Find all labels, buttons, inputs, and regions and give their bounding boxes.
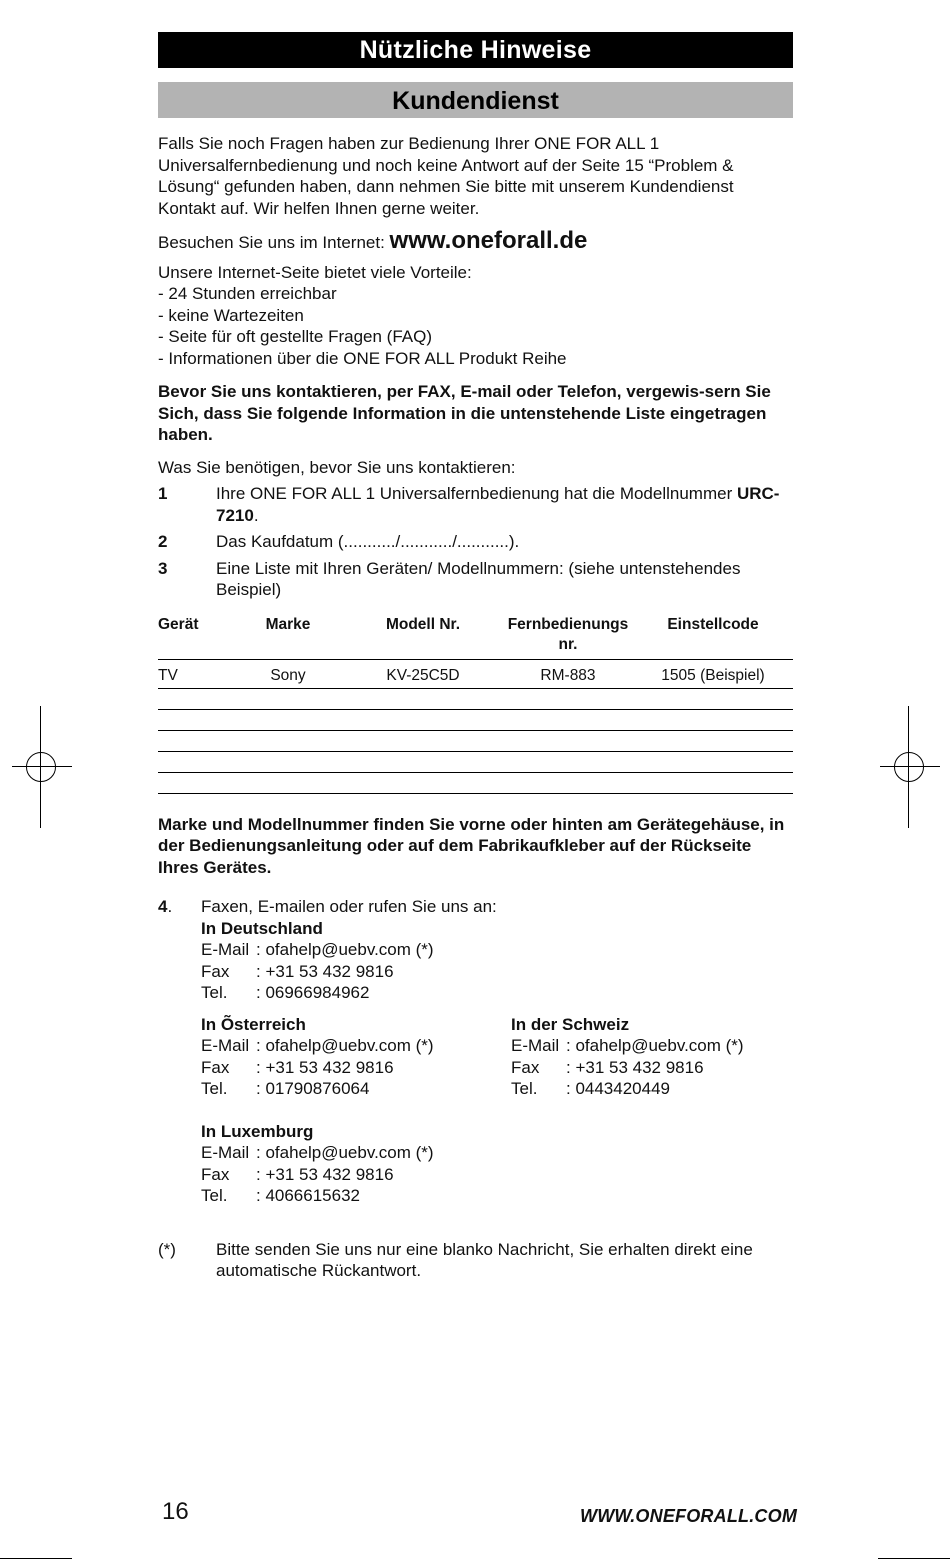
device-table (158, 615, 793, 689)
step-number: 2 (158, 532, 168, 551)
fax-number: : +31 53 432 9816 (566, 1057, 704, 1077)
list-item: - Seite für oft gestellte Fragen (FAQ) (158, 327, 433, 346)
column-header: Gerät (158, 615, 199, 633)
blank-entry-line (158, 752, 793, 773)
email-address[interactable]: : ofahelp@uebv.com (*) (256, 1143, 434, 1162)
email-address[interactable]: : ofahelp@uebv.com (*) (566, 1036, 744, 1055)
phone-number: : 06966984962 (256, 983, 370, 1002)
phone-number: : 01790876064 (256, 1079, 370, 1098)
footnote (158, 1239, 793, 1282)
list-item: - 24 Stunden erreichbar (158, 284, 337, 303)
country-name: In Deutschland (201, 918, 323, 938)
step-3 (158, 558, 793, 601)
page-number: 16 (162, 1498, 189, 1525)
step-text: Eine Liste mit Ihren Geräten/ Modellnummern: (siehe untenstehendes Beispiel) (216, 558, 741, 599)
contact-switzerland: In der Schweiz E-Mail : ofahelp@uebv.com (*) Fax : +31 53 432 9816 Tel. : 0443420449 (511, 1014, 791, 1100)
blank-entry-line (158, 689, 793, 710)
fax-number: : +31 53 432 9816 (256, 1057, 394, 1077)
table-cell: KV-25C5D (343, 659, 503, 688)
step-2 (158, 531, 793, 553)
contact-germany: In Deutschland E-Mail : ofahelp@uebv.com (*) Fax : +31 53 432 9816 Tel. : 06966984962 (201, 918, 793, 1004)
blank-entry-line (158, 710, 793, 731)
list-item: - keine Wartezeiten (158, 305, 304, 325)
table-cell: 1505 (Beispiel) (633, 659, 793, 688)
fax-number: : +31 53 432 9816 (256, 961, 394, 981)
table-cell: Sony (233, 659, 343, 688)
footer-url[interactable]: WWW.ONEFORALL.COM (580, 1506, 798, 1526)
warning-paragraph: Bevor Sie uns kontaktieren, per FAX, E-mail oder Telefon, vergewis-sern Sie Sich, dass Sie folgende Information in die untenstehende Liste eingetragen haben. (158, 382, 771, 444)
email-address[interactable]: : ofahelp@uebv.com (*) (256, 1036, 434, 1055)
table-header-row (158, 615, 793, 660)
step-text: Das Kaufdatum (.........../.........../...........). (216, 532, 520, 551)
model-number: URC-7210 (216, 484, 780, 525)
website-link[interactable]: www.oneforall.de (389, 227, 588, 254)
model-location-note: Marke und Modellnummer finden Sie vorne oder hinten am Gerätegehäuse, in der Bedienungsanleitung oder auf dem Fabrikaufkleber auf der Rückseite Ihres Gerätes. (158, 814, 785, 877)
email-address[interactable]: : ofahelp@uebv.com (*) (256, 940, 434, 959)
table-cell: RM-883 (503, 659, 633, 688)
intro-paragraph: Falls Sie noch Fragen haben zur Bedienung Ihrer ONE FOR ALL 1 Universalfernbedienung und noch keine Antwort auf der Seite 15 “Problem & Lösung“ gefunden haben, dann nehmen Sie bitte mit unserem Kundendienst Kontakt auf. Wir helfen Ihnen gerne weiter. (158, 134, 734, 218)
country-name: In der Schweiz (511, 1014, 630, 1034)
column-header: Modell Nr. (385, 615, 461, 633)
step-1: 1 Ihre ONE FOR ALL 1 Universalfernbedienung hat die Modellnummer URC-7210. (158, 484, 780, 525)
step-number: 1 (158, 484, 168, 503)
column-header: Marke (265, 615, 311, 633)
step-number: 4 (158, 897, 168, 916)
advantages-list (158, 262, 793, 370)
phone-number: : 4066615632 (256, 1186, 360, 1205)
section-header: Nützliche Hinweise (158, 32, 793, 68)
list-item: - Informationen über die ONE FOR ALL Produkt Reihe (158, 348, 567, 368)
country-name: In Luxemburg (201, 1121, 314, 1141)
footnote-mark: (*) (158, 1239, 176, 1259)
step-text: Ihre ONE FOR ALL 1 Universalfernbedienung hat die Modellnummer (216, 484, 737, 503)
column-header: Fernbedienungs nr. (507, 615, 629, 653)
footnote-text: Bitte senden Sie uns nur eine blanko Nachricht, Sie erhalten direkt eine automatische Rückantwort. (216, 1239, 753, 1280)
blank-entry-line (158, 773, 793, 794)
table-cell: TV (158, 659, 233, 688)
table-row (158, 659, 793, 688)
step-number: 3 (158, 558, 168, 578)
column-header: Einstellcode (667, 615, 759, 633)
advantages-heading: Unsere Internet-Seite bietet viele Vorteile: (158, 262, 472, 282)
contact-intro: Faxen, E-mailen oder rufen Sie uns an: (201, 897, 497, 916)
contact-austria: In Õsterreich E-Mail : ofahelp@uebv.com (*) Fax : +31 53 432 9816 Tel. : 01790876064 (201, 1014, 511, 1100)
page-title: Kundendienst (158, 82, 793, 118)
phone-number: : 0443420449 (566, 1079, 670, 1098)
blank-entry-line (158, 731, 793, 752)
manual-page (158, 32, 793, 1282)
website-line (158, 227, 793, 254)
contact-luxembourg: In Luxemburg E-Mail : ofahelp@uebv.com (*) Fax : +31 53 432 9816 Tel. : 4066615632 (201, 1121, 793, 1207)
website-label: Besuchen Sie uns im Internet: (158, 233, 385, 252)
fax-number: : +31 53 432 9816 (256, 1164, 394, 1184)
contact-section: 4. Faxen, E-mailen oder rufen Sie uns an: In Deutschland E-Mail : ofahelp@uebv.com (*) Fax : +31 53 432 9816 Tel. : 06966984962 In Õsterreich E-Mail : ofahelp@uebv.com (*) Fax : +31 53 432 9816 Tel. : 01790876064 In der Schweiz E-Mail : ofahelp@uebv.com (*) Fax : +31 53 432 9816 Tel. : 0443420449 In Luxemburg E-Mail : ofahelp@uebv.com (*) Fax : +31 53 432 9816 Tel. : 4066615632 (158, 896, 793, 1207)
requirements-heading: Was Sie benötigen, bevor Sie uns kontaktieren: (158, 457, 516, 477)
country-name: In Õsterreich (201, 1014, 306, 1034)
